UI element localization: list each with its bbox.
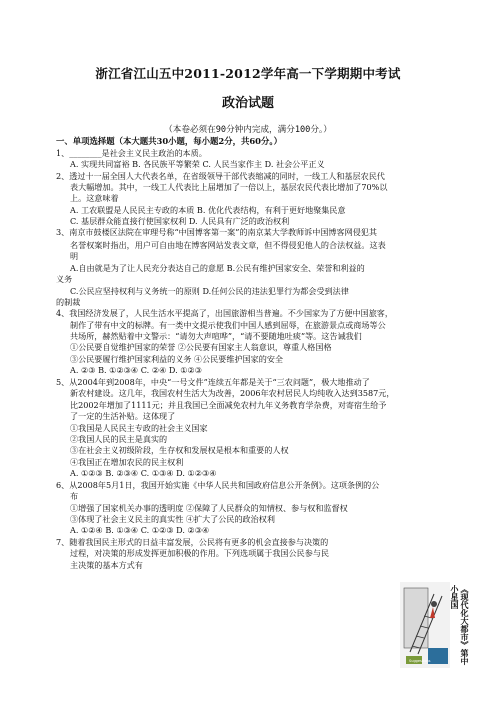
text-line: 5、从2004年到2008年，中央“一号文件”连续五年都是关于“三农问题”，极大地推动了 <box>56 377 370 387</box>
text-line: ③在社会主义初级阶段，生存权和发展权是根本和重要的人权 <box>70 445 289 455</box>
text-line: 布 <box>70 491 79 501</box>
text-line: ①增强了国家机关办事的透明度 ②保障了人民群众的知情权、参与权和监督权 <box>70 503 348 513</box>
text-line: A. ①②③ B. ②③④ C. ①③④ D. ①②③④ <box>70 468 217 478</box>
cartoon-image <box>400 582 450 668</box>
text-line: A. ①②④ B. ①③④ C. ①②③ D. ②③④ <box>70 525 210 535</box>
text-line: ①公民要自觉维护国家的荣誉 ②公民要有国家主人翁意识，尊重人格国格 <box>70 342 332 352</box>
text-line: ③体现了社会主义民主的真实性 ④扩大了公民的政治权利 <box>70 514 275 524</box>
text-line: 比2002年增加了1111元；并且我国已全面减免农村九年义务教育学杂费，对寄宿生给予 <box>70 400 387 410</box>
text-line: 6、从2008年5月1日，我国开始实施《中华人民共和国政府信息公开条例》。这项条例的公 <box>56 480 380 490</box>
text-line: 1、________是社会主义民主政治的本质。 <box>56 148 207 158</box>
text-line: A.自由就是为了让人民充分表达自己的意愿 B.公民有维护国家安全、荣誉和利益的 <box>70 263 365 273</box>
text-line: 名誉权案时指出，用户可自由地在博客网站发表文章，但不得侵犯他人的合法权益。这表 <box>70 240 386 250</box>
exam-title: 浙江省江山五中2011-2012学年高一下学期期中考试 <box>95 66 401 81</box>
text-line: 主决策的基本方式有 <box>70 560 143 570</box>
text-line: 新农村建设。这几年，我国农村生活大为改善，2006年农村居民人均纯收入达到3587元， <box>70 388 395 398</box>
text-line: ②我国人民的民主是真实的 <box>70 434 168 444</box>
cartoon-caption: 《现代化大都市》第中小星国 <box>450 585 470 665</box>
text-line: 明 <box>70 251 79 261</box>
text-line: ④我国正在增加农民的民主权利 <box>70 457 184 467</box>
text-line: C. 基层群众能直接行使国家权利 D. 人民具有广泛的政治权利 <box>70 216 290 226</box>
text-line: 3、南京市鼓楼区法院在审理号称“中国博客第一案”的南京某大学教师诉中国博客网侵犯其 <box>56 227 377 237</box>
exam-note: （本卷必须在90分钟内完成，满分100分。） <box>164 125 332 135</box>
text-line: 过程，对决策的形成发挥更加积极的作用。下列选项属于我国公民参与民 <box>70 548 330 558</box>
text-line: 的制裁 <box>56 297 81 307</box>
text-line: 表大幅增加。其中，一线工人代表比上届增加了一倍以上，基层农民代表比增加了70%以 <box>70 182 388 192</box>
text-line: ①我国是人民民主专政的社会主义国家 <box>70 423 208 433</box>
text-line: 制作了带有中文的标牌。有一类中文提示使我们中国人感到屈辱，在旅游景点或商场等公 <box>70 320 386 330</box>
text-line: 上。这意味着 <box>70 193 119 203</box>
book-label: Suggestions <box>409 659 431 663</box>
text-line: A. ②③ B. ①②③④ C. ②④ D. ①②③ <box>70 365 203 375</box>
text-line: 共场所，赫然贴着中文警示：“请勿大声喧哗”，“请不要随地吐痰”等。这告诫我们 <box>70 331 362 341</box>
text-line: 了一定的生活补贴。这体现了 <box>70 411 176 421</box>
subject-title: 政治试题 <box>221 96 274 111</box>
text-line: A. 实现共同富裕 B. 各民族平等繁荣 C. 人民当家作主 D. 社会公平正义 <box>70 159 325 169</box>
text-line: 4、我国经济发展了，人民生活水平提高了，出国旅游相当普遍。不少国家为了方便中国旅客， <box>56 308 393 318</box>
text-line: 7、随着我国民主形式的日益丰富发展，公民将有更多的机会直接参与决策的 <box>56 537 329 547</box>
text-line: 义务 <box>56 274 73 284</box>
text-line: C.公民应坚持权利与义务统一的原则 D.任何公民的违法犯罪行为都会受到法律 <box>70 286 349 296</box>
text-line: 2、透过十一届全国人大代表名单，在省级领导干部代表缩减的同时，一线工人和基层农民代 <box>56 171 385 181</box>
text-line: A. 工农联盟是人民民主专政的本质 B. 优化代表结构，有利于更好地聚集民意 <box>70 205 346 215</box>
section-heading: 一、单项选择题（本大题共30小题，每小题2分，共60分。） <box>56 136 282 146</box>
text-line: ③公民要履行维护国家利益的义务 ④公民要维护国家的安全 <box>70 354 284 364</box>
